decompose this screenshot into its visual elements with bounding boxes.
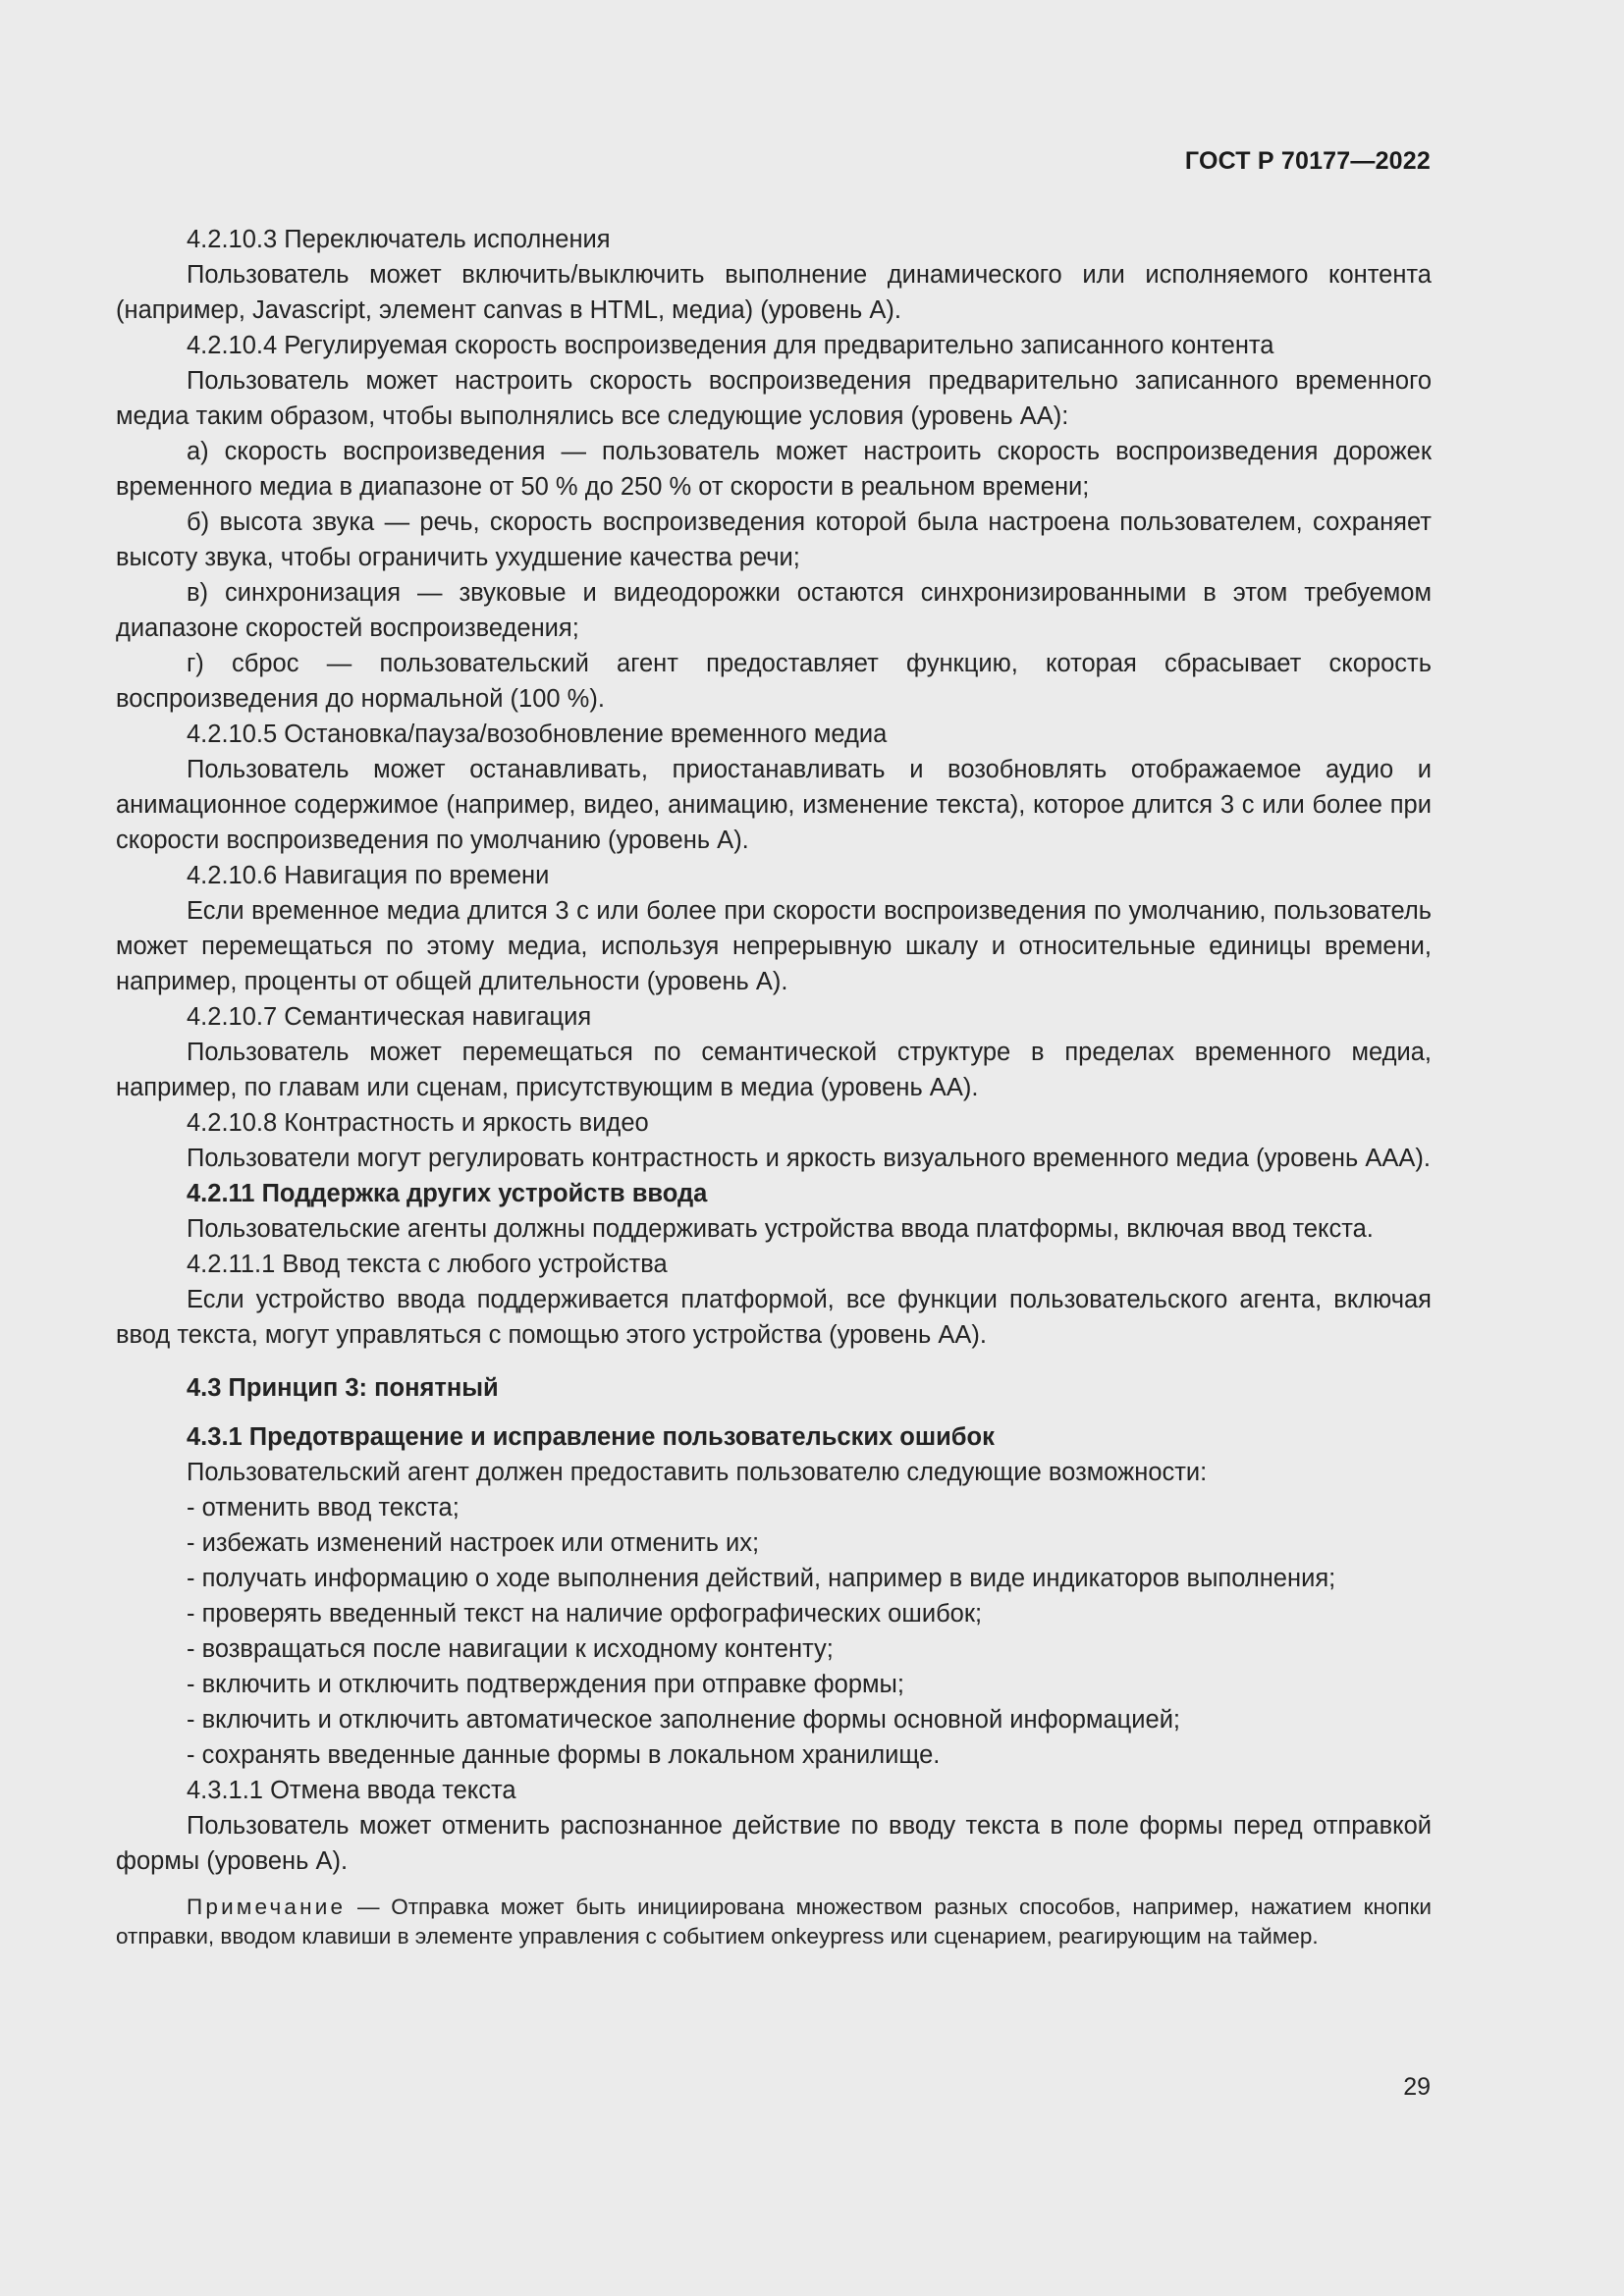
list-item: - проверять введенный текст на наличие орфографических ошибок;: [187, 1600, 983, 1628]
list-item: - получать информацию о ходе выполнения действий, например в виде индикаторов выполнения;: [187, 1565, 1336, 1592]
clause-heading: 4.2.10.4 Регулируемая скорость воспроизведения для предварительно записанного контента: [187, 332, 1274, 359]
clause-text: Если устройство ввода поддерживается платформой, все функции пользовательского агента, включая ввод текста, могут управляться с помощью этого устройства (уровень АА).: [116, 1286, 1432, 1349]
note-text: — Отправка может быть инициирована множеством разных способов, например, нажатием кнопки отправки, вводом клавиши в элементе управления с событием onkeypress или сценарием, реагирующим на таймер.: [116, 1895, 1432, 1949]
section-heading: 4.2.11 Поддержка других устройств ввода: [187, 1180, 708, 1207]
clause-heading: 4.2.10.5 Остановка/пауза/возобновление временного медиа: [187, 721, 888, 748]
list-item: - возвращаться после навигации к исходному контенту;: [187, 1635, 834, 1663]
clause-text: Пользователь может останавливать, приостанавливать и возобновлять отображаемое аудио и анимационное содержимое (например, видео, анимацию, изменение текста), которое длится 3 с или более при скорости воспроизведения по умолчанию (уровень А).: [116, 756, 1432, 854]
principle-heading: 4.3 Принцип 3: понятный: [187, 1374, 499, 1402]
list-item: - избежать изменений настроек или отменить их;: [187, 1529, 760, 1557]
list-item: - сохранять введенные данные формы в локальном хранилище.: [187, 1741, 941, 1769]
clause-text: Пользователь может включить/выключить выполнение динамического или исполняемого контента (например, Javascript, элемент canvas в HTML, медиа) (уровень А).: [116, 261, 1432, 324]
clause-text: Пользовательский агент должен предоставить пользователю следующие возможности:: [187, 1459, 1208, 1486]
list-item: - включить и отключить автоматическое заполнение формы основной информацией;: [187, 1706, 1181, 1734]
page-number: 29: [1403, 2073, 1431, 2101]
document-standard-code: ГОСТ Р 70177—2022: [1184, 147, 1431, 175]
condition-item: г) сброс — пользовательский агент предоставляет функцию, которая сбрасывает скорость воспроизведения до нормальной (100 %).: [116, 650, 1432, 713]
note-label: Примечание: [187, 1895, 347, 1919]
clause-heading: 4.2.10.6 Навигация по времени: [187, 862, 550, 889]
clause-heading: 4.2.11.1 Ввод текста с любого устройства: [187, 1251, 668, 1278]
clause-text: Если временное медиа длится 3 с или более при скорости воспроизведения по умолчанию, пользователь может перемещаться по этому медиа, используя непрерывную шкалу и относительные единицы времени, например, проценты от общей длительности (уровень А).: [116, 897, 1432, 995]
clause-text: Пользовательские агенты должны поддерживать устройства ввода платформы, включая ввод текста.: [187, 1215, 1374, 1243]
condition-item: а) скорость воспроизведения — пользователь может настроить скорость воспроизведения дорожек временного медиа в диапазоне от 50 % до 250 % от скорости в реальном времени;: [116, 438, 1432, 501]
list-item: - отменить ввод текста;: [187, 1494, 460, 1522]
clause-text: Пользователи могут регулировать контрастность и яркость визуального временного медиа (уровень ААА).: [187, 1145, 1431, 1172]
list-item: - включить и отключить подтверждения при отправке формы;: [187, 1671, 904, 1698]
note: [116, 1893, 1432, 1951]
clause-heading: 4.2.10.8 Контрастность и яркость видео: [187, 1109, 649, 1137]
section-heading: 4.3.1 Предотвращение и исправление пользовательских ошибок: [187, 1423, 995, 1451]
clause-heading: 4.3.1.1 Отмена ввода текста: [187, 1777, 516, 1804]
clause-text: Пользователь может отменить распознанное действие по вводу текста в поле формы перед отправкой формы (уровень А).: [116, 1812, 1432, 1875]
clause-text: Пользователь может перемещаться по семантической структуре в пределах временного медиа, например, по главам или сценам, присутствующим в медиа (уровень АА).: [116, 1039, 1432, 1101]
clause-heading: 4.2.10.7 Семантическая навигация: [187, 1003, 592, 1031]
document-body: [116, 222, 1432, 1951]
clause-heading: 4.2.10.3 Переключатель исполнения: [187, 226, 611, 253]
condition-item: б) высота звука — речь, скорость воспроизведения которой была настроена пользователем, сохраняет высоту звука, чтобы ограничить ухудшение качества речи;: [116, 508, 1432, 571]
condition-item: в) синхронизация — звуковые и видеодорожки остаются синхронизированными в этом требуемом диапазоне скоростей воспроизведения;: [116, 579, 1432, 642]
clause-text: Пользователь может настроить скорость воспроизведения предварительно записанного временного медиа таким образом, чтобы выполнялись все следующие условия (уровень АА):: [116, 367, 1432, 430]
